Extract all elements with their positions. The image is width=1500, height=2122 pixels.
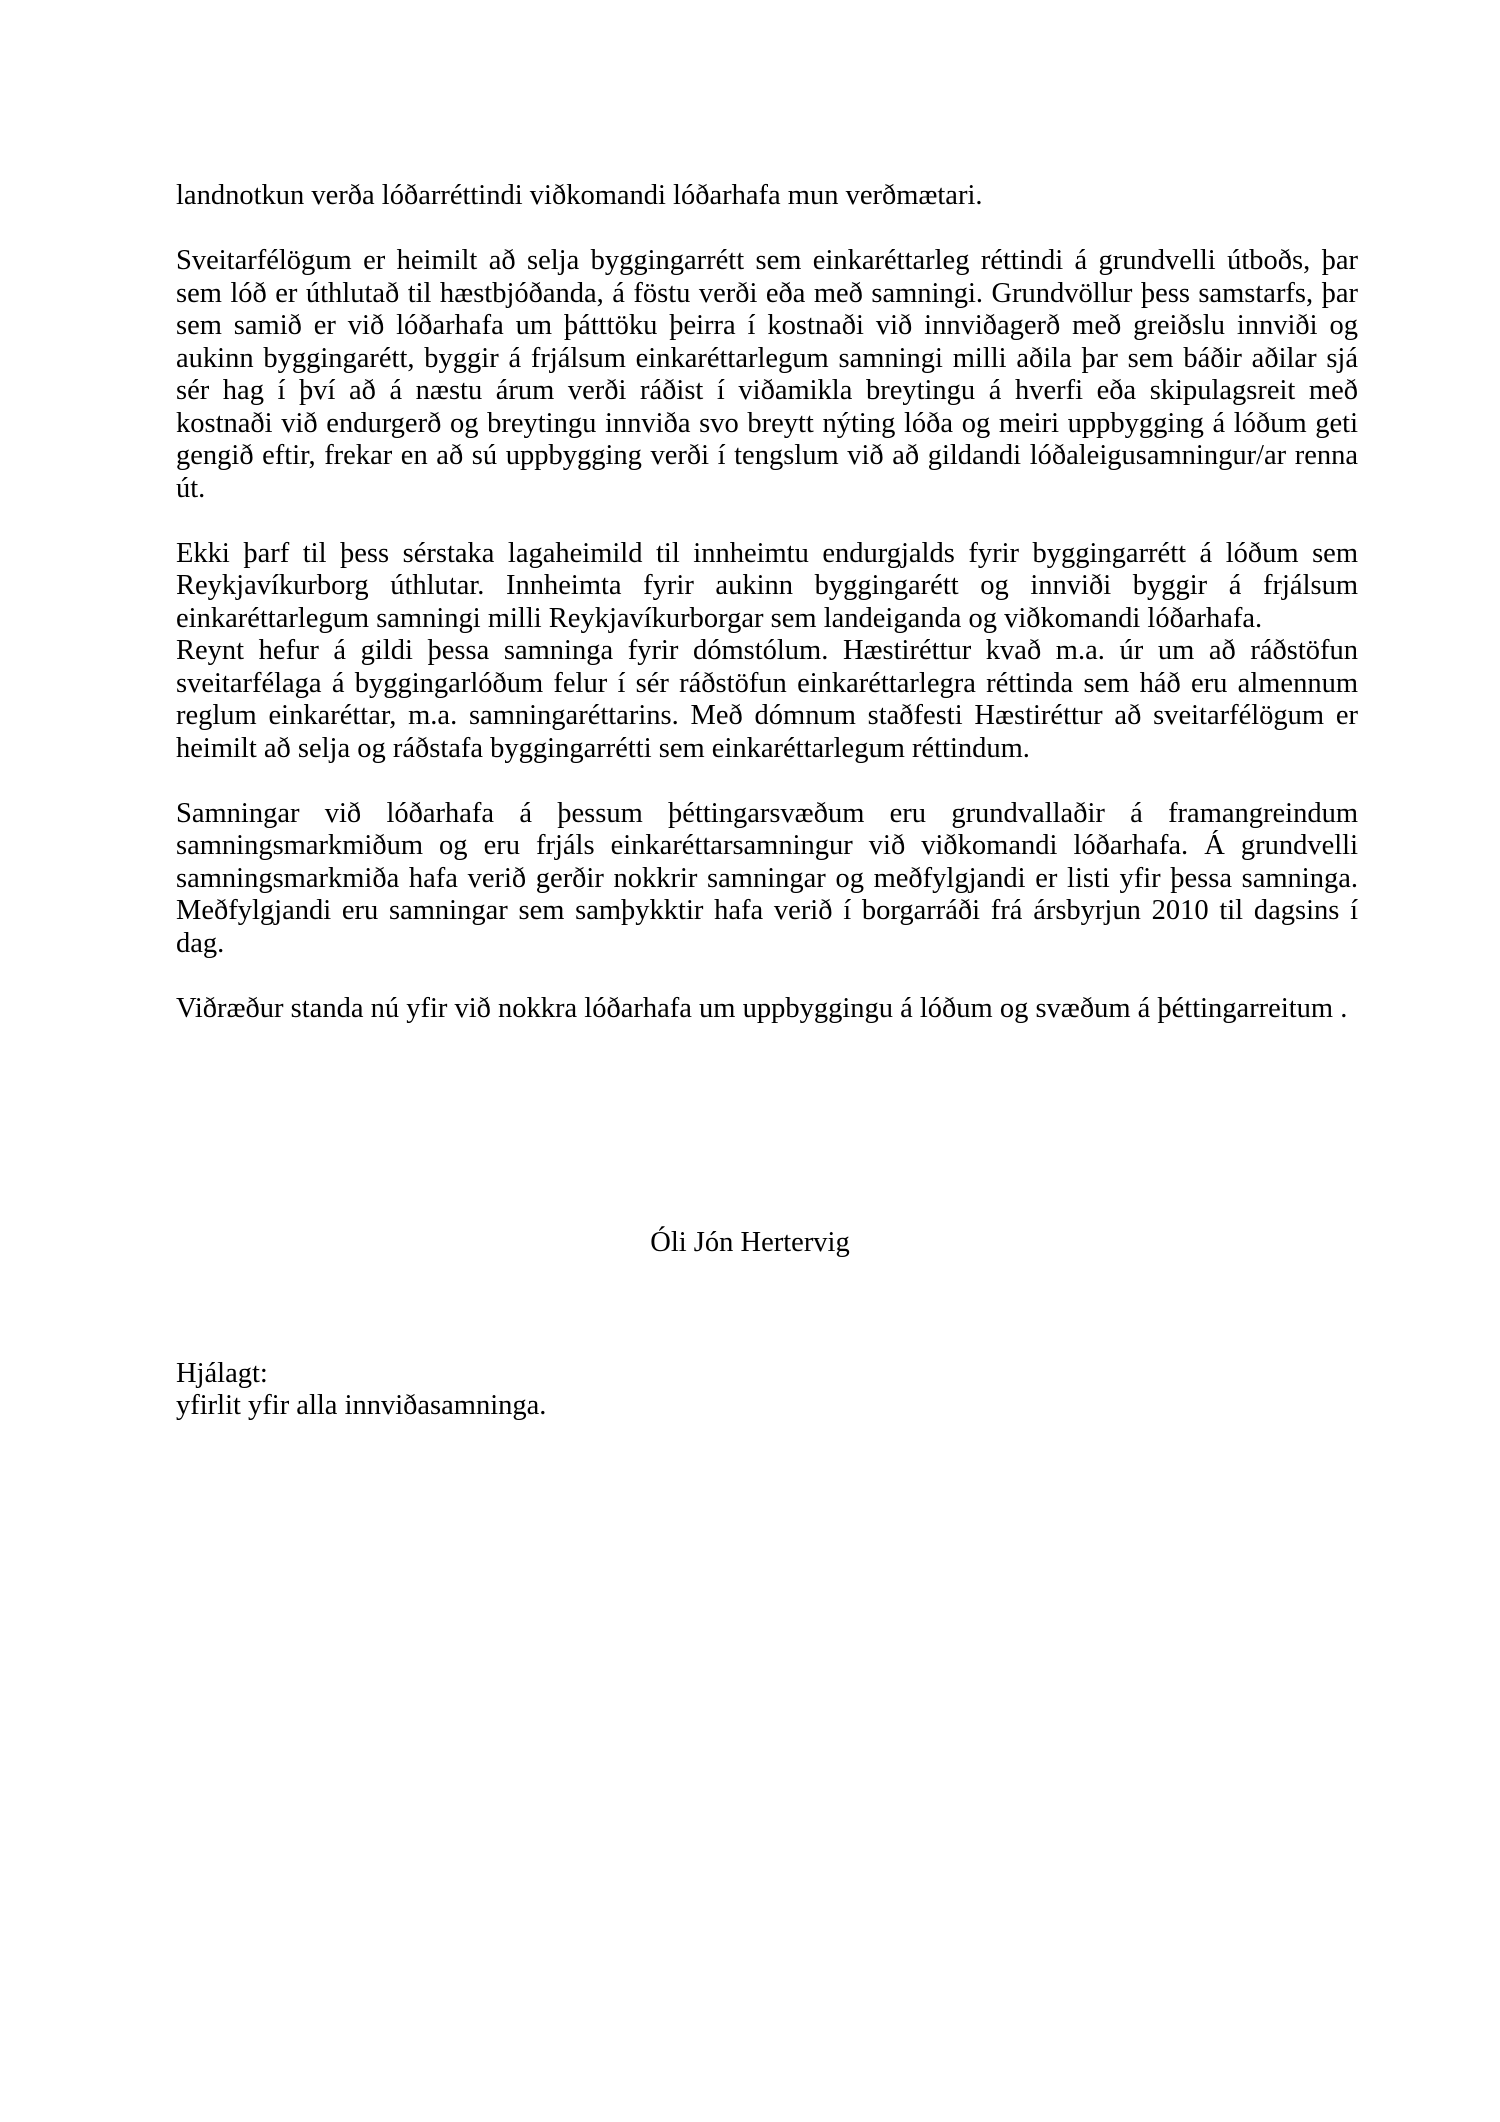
text-line: Viðræður standa nú yfir við nokkra lóðarhafa um uppbyggingu á lóðum og svæðum á þéttingarreitum . bbox=[176, 992, 1348, 1024]
paragraph bbox=[176, 180, 1358, 213]
text-line: heimilt að selja og ráðstafa byggingarrétti sem einkaréttarlegum réttindum. bbox=[176, 732, 1030, 764]
text-line: aukinn byggingarétt, byggir á frjálsum einkaréttarlegum samningi milli aðila þar sem báðir aðilar sjá bbox=[176, 342, 1358, 374]
signature-name: Óli Jón Hertervig bbox=[650, 1227, 850, 1258]
text-line: sem lóð er úthlutað til hæstbjóðanda, á föstu verði eða með samningi. Grundvöllur þess samstarfs, þar bbox=[176, 277, 1358, 309]
text-line: gengið eftir, frekar en að sú uppbygging verði í tengslum við að gildandi lóðaleigusamningur/ar renna bbox=[176, 440, 1358, 471]
text-line: Sveitarfélögum er heimilt að selja byggingarrétt sem einkaréttarleg réttindi á grundvelli útboðs, þar bbox=[176, 245, 1358, 276]
text-line: út. bbox=[176, 472, 206, 504]
text-line: kostnaði við endurgerð og breytingu innviða svo breytt nýting lóða og meiri uppbygging á lóðum geti bbox=[176, 407, 1358, 439]
enclosure-note bbox=[176, 1358, 1358, 1423]
enclosure-item: yfirlit yfir alla innviðasamninga. bbox=[176, 1390, 547, 1421]
text-line: Reykjavíkurborg úthlutar. Innheimta fyrir aukinn byggingarétt og innviði byggir á frjálsum bbox=[176, 570, 1358, 601]
text-line: Ekki þarf til þess sérstaka lagaheimild til innheimtu endurgjalds fyrir byggingarrétt á lóðum sem bbox=[176, 537, 1358, 569]
enclosure-label: Hjálagt: bbox=[176, 1357, 268, 1389]
text-line: sveitarfélaga á byggingarlóðum felur í sér ráðstöfun einkaréttarlegra réttinda sem háð eru almennum bbox=[176, 667, 1358, 699]
text-line: einkaréttarlegum samningi milli Reykjavíkurborgar sem landeiganda og viðkomandi lóðarhafa. bbox=[176, 602, 1263, 634]
text-line: samningsmarkmiðum og eru frjáls einkaréttarsamningur við viðkomandi lóðarhafa. Á grundvelli bbox=[176, 830, 1358, 861]
text-line: Reynt hefur á gildi þessa samninga fyrir dómstólum. Hæstiréttur kvað m.a. úr um að ráðstöfun bbox=[176, 635, 1358, 666]
text-line: sem samið er við lóðarhafa um þátttöku þeirra í kostnaði við innviðagerð með greiðslu innviði og bbox=[176, 310, 1358, 341]
paragraph bbox=[176, 798, 1358, 961]
paragraph bbox=[176, 993, 1358, 1026]
text-line: samningsmarkmiða hafa verið gerðir nokkrir samningar og meðfylgjandi er listi yfir þessa samninga. bbox=[176, 862, 1358, 894]
paragraph bbox=[176, 635, 1358, 765]
paragraph bbox=[176, 245, 1358, 505]
text-line: reglum einkaréttar, m.a. samningaréttarins. Með dómnum staðfesti Hæstiréttur að sveitarfélögum er bbox=[176, 700, 1358, 731]
text-line: landnotkun verða lóðarréttindi viðkomandi lóðarhafa mun verðmætari. bbox=[176, 180, 983, 211]
text-line: Samningar við lóðarhafa á þessum þéttingarsvæðum eru grundvallaðir á framangreindum bbox=[176, 797, 1358, 829]
paragraph bbox=[176, 538, 1358, 636]
text-line: sér hag í því að á næstu árum verði ráðist í viðamikla breytingu á hverfi eða skipulagsreit með bbox=[176, 375, 1358, 406]
text-line: dag. bbox=[176, 927, 225, 959]
text-line: Meðfylgjandi eru samningar sem samþykktir hafa verið í borgarráði frá ársbyrjun 2010 til dagsins í bbox=[176, 895, 1358, 926]
